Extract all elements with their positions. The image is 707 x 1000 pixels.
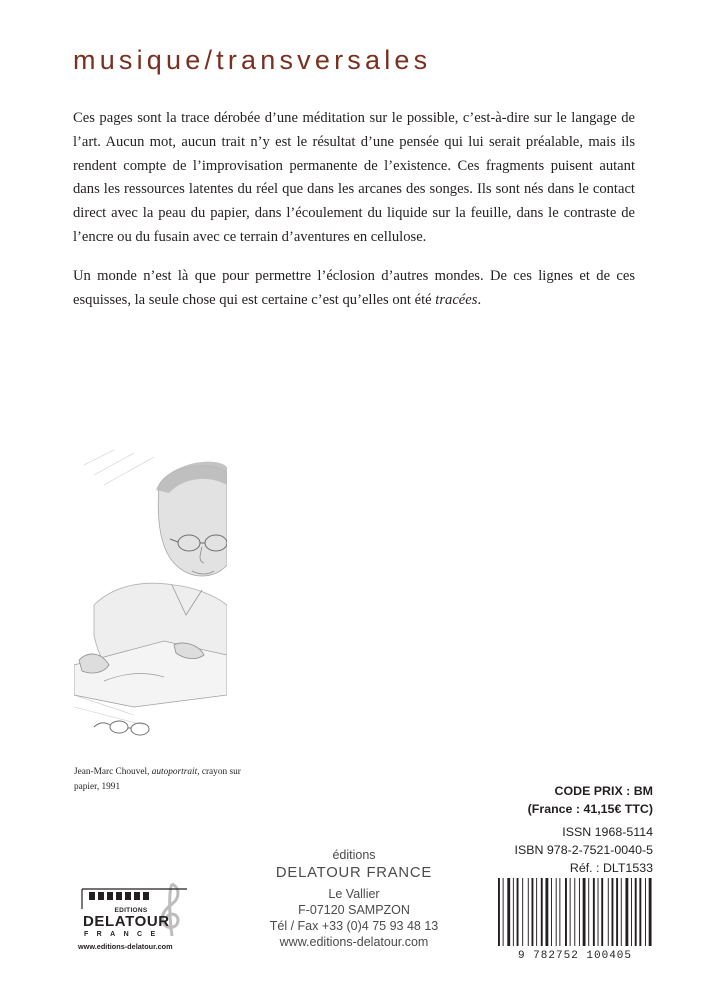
publisher-logo [78,888,191,954]
barcode-bar [570,878,571,946]
blurb-p2-end: . [477,291,482,308]
barcode-bar [631,878,632,946]
price-france: (France : 41,15€ TTC) [527,802,653,816]
barcode-bar [574,878,575,946]
caption-medium: , crayon sur papier, 1991 [74,767,241,792]
price-code: CODE PRIX : BM [554,784,653,798]
barcode-bar [528,878,529,946]
barcode-bar [498,878,500,946]
logo-country: FRANCE [84,931,164,938]
price-block [528,782,653,818]
barcode-bar [559,878,560,946]
barcode-bar [503,878,504,946]
barcode-bar [507,878,510,946]
barcode-bar [536,878,537,946]
isbn-barcode [495,878,655,961]
caption-author: Jean-Marc Chouvel, [74,767,152,777]
barcode-bar [565,878,567,946]
barcode-bar [616,878,618,946]
barcode-bar [612,878,614,946]
barcode-bar [545,878,548,946]
identifiers-block [515,823,653,877]
barcode-bar [621,878,622,946]
publisher-address-1: Le Vallier [328,887,380,901]
blurb-p2-text: Un monde n’est là que pour permettre l’éclosion d’autres mondes. De ces lignes et de ces esquisses, la seule chose qui est certaine c’est qu’elles ont été [73,267,635,308]
barcode-bar [583,878,586,946]
barcode-bar [556,878,557,946]
portrait-caption [74,765,249,795]
publisher-address-2: F-07120 SAMPZON [298,903,410,917]
barcode-bar [532,878,534,946]
blurb-paragraph-1: Ces pages sont la trace dérobée d’une méditation sur le possible, c’est-à-dire sur le langage de l’art. Aucun mot, aucun trait n’y est le résultat d’une pensée qui lui serait préalable, mais ils rendent compte de l’improvisation permanente de l’existence. Ces fragments puisent autant dans les ressources latentes du réel que dans les arcanes des songes. Ils sont nés dans le contact direct avec la peau du papier, dans l’écoulement du liquide sur la feuille, dans le contraste de l’encre ou du fusain avec ce terrain d’aventures en cellulose. [73,110,635,245]
barcode-bar [551,878,552,946]
barcode-bar [517,878,519,946]
barcode-bar [593,878,595,946]
barcode-bar [522,878,523,946]
barcode-bar [639,878,641,946]
logo-editions: EDITIONS [114,907,148,914]
barcode-bar [601,878,603,946]
series-title: musique/transversales [73,45,432,75]
blurb-paragraph-2 [73,265,635,313]
barcode-bar [598,878,599,946]
reference: Réf. : DLT1533 [569,861,653,875]
barcode-bar [649,878,652,946]
logo-brand: DELATOUR [83,913,170,930]
publisher-block [248,848,460,950]
barcode-bar [541,878,543,946]
barcode-digits: 9 782752 100405 [517,950,633,961]
barcode-bar [645,878,646,946]
publisher-name: DELATOUR FRANCE [275,865,433,881]
self-portrait-drawing [74,445,227,751]
barcode-bar [579,878,580,946]
barcode-bar [635,878,637,946]
back-cover-blurb [73,107,635,327]
barcode-bar [513,878,514,946]
issn: ISSN 1968-5114 [562,825,653,839]
barcode-bar [608,878,609,946]
logo-url: www.editions-delatour.com [78,942,173,951]
barcode-bar [588,878,589,946]
barcode-bar [625,878,628,946]
blurb-p2-italic: tracées [435,291,478,308]
publisher-phone: Tél / Fax +33 (0)4 75 93 48 13 [269,919,439,933]
isbn: ISBN 978-2-7521-0040-5 [514,843,653,857]
publisher-website[interactable]: www.editions-delatour.com [279,935,429,949]
publisher-editions: éditions [332,848,376,862]
caption-work: autoportrait [151,767,198,777]
